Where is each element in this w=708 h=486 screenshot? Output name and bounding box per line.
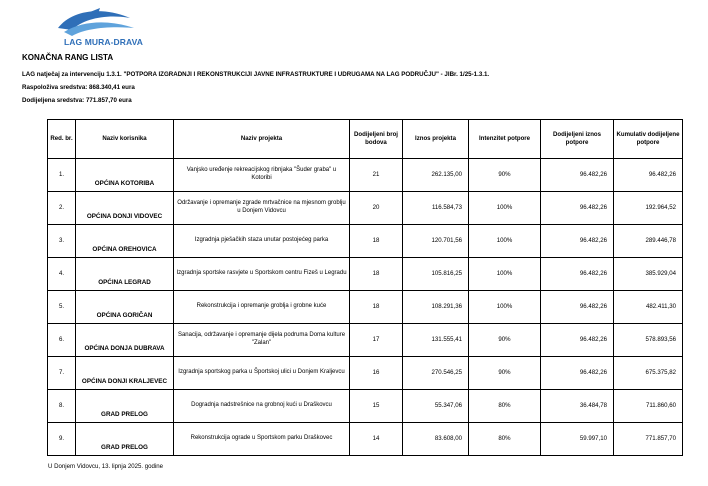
cell-projekt: Rekonstrukcija i opremanje groblja i grobne kuće	[174, 291, 350, 324]
cell-intenzitet: 80%	[469, 423, 541, 456]
cell-bodovi: 15	[350, 390, 403, 423]
col-header-bodovi: Dodijeljeni broj bodova	[350, 120, 403, 159]
table-row	[48, 357, 683, 390]
cell-potpora: 96.482,26	[541, 159, 614, 192]
cell-iznos: 108.291,36	[403, 291, 469, 324]
cell-kumulativ: 192.964,52	[614, 192, 683, 225]
cell-korisnik: OPĆINA LEGRAD	[76, 258, 174, 291]
cell-iznos: 105.816,25	[403, 258, 469, 291]
call-subtitle: LAG natječaj za intervenciju 1.3.1. "POTPORA IZGRADNJI I REKONSTRUKCIJI JAVNE INFRASTRUKTURE I UDRUGAMA NA LAG PODRUČJU" - JIBr. 1/25-1.3.1.	[22, 71, 490, 78]
cell-rb: 8.	[48, 390, 76, 423]
cell-intenzitet: 100%	[469, 192, 541, 225]
cell-korisnik: OPĆINA DONJI KRALJEVEC	[76, 357, 174, 390]
cell-kumulativ: 482.411,30	[614, 291, 683, 324]
cell-rb: 6.	[48, 324, 76, 357]
cell-kumulativ: 578.893,56	[614, 324, 683, 357]
cell-iznos: 270.546,25	[403, 357, 469, 390]
cell-potpora: 59.997,10	[541, 423, 614, 456]
cell-bodovi: 20	[350, 192, 403, 225]
table-row	[48, 423, 683, 456]
cell-korisnik: OPĆINA DONJI VIDOVEC	[76, 192, 174, 225]
table-row	[48, 390, 683, 423]
cell-intenzitet: 90%	[469, 357, 541, 390]
col-header-kumulativ: Kumulativ dodijeljene potpore	[614, 120, 683, 159]
cell-iznos: 55.347,06	[403, 390, 469, 423]
cell-projekt: Rekonstrukcija ograde u Sportskom parku Draškovec	[174, 423, 350, 456]
cell-potpora: 96.482,26	[541, 192, 614, 225]
cell-rb: 7.	[48, 357, 76, 390]
cell-korisnik: GRAD PRELOG	[76, 423, 174, 456]
cell-intenzitet: 100%	[469, 291, 541, 324]
cell-rb: 2.	[48, 192, 76, 225]
document-footer: U Donjem Vidovcu, 13. lipnja 2025. godine	[48, 463, 164, 470]
cell-korisnik: OPĆINA KOTORIBA	[76, 159, 174, 192]
cell-potpora: 96.482,26	[541, 324, 614, 357]
cell-potpora: 96.482,26	[541, 291, 614, 324]
col-header-projekt: Naziv projekta	[174, 120, 350, 159]
cell-intenzitet: 80%	[469, 390, 541, 423]
cell-iznos: 83.608,00	[403, 423, 469, 456]
col-header-potpora: Dodijeljeni iznos potpore	[541, 120, 614, 159]
col-header-intenzitet: Intenzitet potpore	[469, 120, 541, 159]
cell-bodovi: 18	[350, 225, 403, 258]
allocated-funds: Dodijeljena sredstva: 771.857,70 eura	[22, 97, 132, 104]
table-row	[48, 258, 683, 291]
cell-potpora: 96.482,26	[541, 258, 614, 291]
cell-kumulativ: 675.375,82	[614, 357, 683, 390]
cell-intenzitet: 100%	[469, 258, 541, 291]
table-row	[48, 324, 683, 357]
col-header-rb: Red. br.	[48, 120, 76, 159]
cell-korisnik: OPĆINA GORIČAN	[76, 291, 174, 324]
cell-korisnik: GRAD PRELOG	[76, 390, 174, 423]
col-header-iznos: Iznos projekta	[403, 120, 469, 159]
cell-kumulativ: 96.482,26	[614, 159, 683, 192]
cell-projekt: Održavanje i opremanje zgrade mrtvačnice na mjesnom groblju u Donjem Vidovcu	[174, 192, 350, 225]
cell-kumulativ: 771.857,70	[614, 423, 683, 456]
cell-korisnik: OPĆINA DONJA DUBRAVA	[76, 324, 174, 357]
table-row	[48, 159, 683, 192]
cell-rb: 1.	[48, 159, 76, 192]
cell-intenzitet: 90%	[469, 159, 541, 192]
cell-intenzitet: 90%	[469, 324, 541, 357]
cell-bodovi: 21	[350, 159, 403, 192]
cell-bodovi: 18	[350, 291, 403, 324]
cell-rb: 9.	[48, 423, 76, 456]
logo-wave-icon	[50, 6, 140, 38]
table-row	[48, 192, 683, 225]
cell-intenzitet: 100%	[469, 225, 541, 258]
cell-bodovi: 16	[350, 357, 403, 390]
cell-bodovi: 18	[350, 258, 403, 291]
cell-projekt: Izgradnja pješačkih staza unutar postojećeg parka	[174, 225, 350, 258]
available-funds: Raspoloživa sredstva: 868.340,41 eura	[22, 84, 135, 91]
cell-bodovi: 14	[350, 423, 403, 456]
page-title: KONAČNA RANG LISTA	[22, 53, 114, 62]
table-row	[48, 225, 683, 258]
cell-kumulativ: 385.929,04	[614, 258, 683, 291]
cell-iznos: 262.135,00	[403, 159, 469, 192]
cell-kumulativ: 289.446,78	[614, 225, 683, 258]
cell-rb: 5.	[48, 291, 76, 324]
cell-projekt: Dogradnja nadstrešnice na grobnoj kući u Draškovcu	[174, 390, 350, 423]
cell-projekt: Izgradnja sportskog parka u Športskoj ulici u Donjem Kraljevcu	[174, 357, 350, 390]
table-header-row	[48, 120, 683, 159]
ranking-table	[47, 119, 683, 456]
cell-korisnik: OPĆINA OREHOVICA	[76, 225, 174, 258]
cell-projekt: Izgradnja sportske rasvjete u Sportskom centru Fizeš u Legradu	[174, 258, 350, 291]
col-header-korisnik: Naziv korisnika	[76, 120, 174, 159]
cell-iznos: 116.584,73	[403, 192, 469, 225]
table-row	[48, 291, 683, 324]
cell-projekt: Vanjsko uređenje rekreacijskog ribnjaka "Šuder graba" u Kotoribi	[174, 159, 350, 192]
cell-iznos: 131.555,41	[403, 324, 469, 357]
lag-logo	[50, 6, 143, 48]
cell-iznos: 120.701,56	[403, 225, 469, 258]
cell-bodovi: 17	[350, 324, 403, 357]
cell-kumulativ: 711.860,60	[614, 390, 683, 423]
cell-potpora: 36.484,78	[541, 390, 614, 423]
cell-rb: 4.	[48, 258, 76, 291]
cell-potpora: 96.482,26	[541, 357, 614, 390]
logo-text: LAG MURA-DRAVA	[64, 37, 143, 47]
cell-rb: 3.	[48, 225, 76, 258]
cell-potpora: 96.482,26	[541, 225, 614, 258]
cell-projekt: Sanacija, održavanje i opremanje dijela podruma Doma kulture "Zalan"	[174, 324, 350, 357]
